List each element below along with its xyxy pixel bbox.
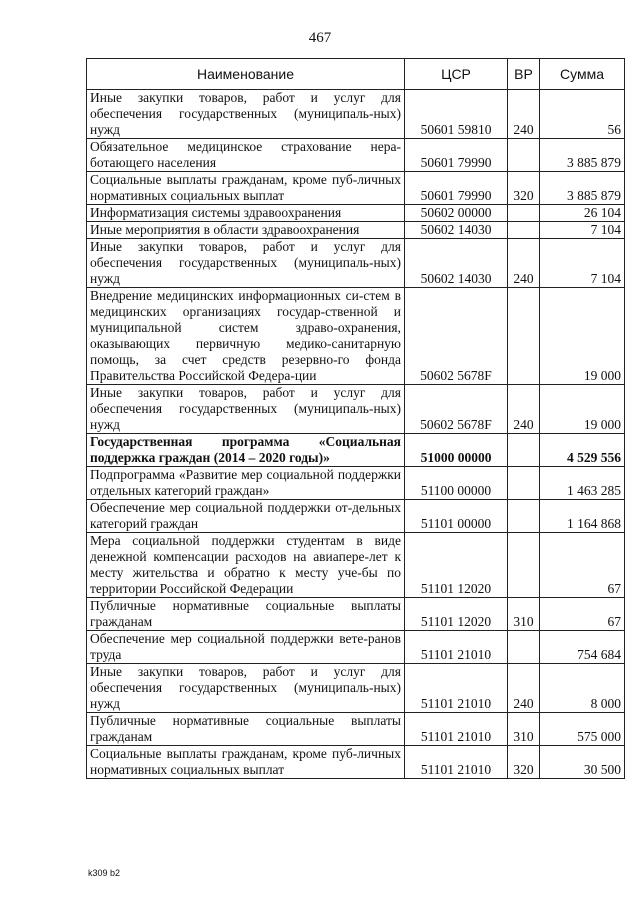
row-name: Иные мероприятия в области здравоохранения	[87, 222, 405, 239]
header-csr: ЦСР	[405, 59, 508, 90]
row-name: Внедрение медицинских информационных си-стем в медицинских организациях государ-ственной и муниципальной систем здраво-охранения, оказывающих первичную медико-санитарную помощь, за счет средств резервно-го фонда Правительства Российской Федера-ции	[87, 288, 405, 385]
header-vr: ВР	[508, 59, 540, 90]
table-row	[87, 713, 625, 746]
row-vr: 320	[508, 746, 540, 779]
row-vr	[508, 139, 540, 172]
row-csr: 50602 14030	[405, 239, 508, 288]
row-csr: 50601 79990	[405, 172, 508, 205]
row-vr: 240	[508, 239, 540, 288]
table-row	[87, 434, 625, 467]
row-csr: 50602 5678F	[405, 288, 508, 385]
row-vr: 240	[508, 385, 540, 434]
row-name: Обеспечение мер социальной поддержки от-дельных категорий граждан	[87, 500, 405, 533]
row-name: Подпрограмма «Развитие мер социальной поддержки отдельных категорий граждан»	[87, 467, 405, 500]
table-row	[87, 288, 625, 385]
budget-table	[86, 58, 625, 779]
row-name: Обеспечение мер социальной поддержки вете-ранов труда	[87, 631, 405, 664]
row-vr	[508, 205, 540, 222]
table-row	[87, 139, 625, 172]
row-sum: 67	[540, 598, 625, 631]
row-sum: 1 164 868	[540, 500, 625, 533]
table-row	[87, 664, 625, 713]
row-sum: 7 104	[540, 222, 625, 239]
row-name: Информатизация системы здравоохранения	[87, 205, 405, 222]
row-sum: 754 684	[540, 631, 625, 664]
row-vr	[508, 434, 540, 467]
row-vr: 310	[508, 713, 540, 746]
row-csr: 51101 21010	[405, 631, 508, 664]
row-name: Иные закупки товаров, работ и услуг для обеспечения государственных (муниципаль-ных) нужд	[87, 385, 405, 434]
row-sum: 7 104	[540, 239, 625, 288]
row-csr: 51100 00000	[405, 467, 508, 500]
row-sum: 4 529 556	[540, 434, 625, 467]
header-sum: Сумма	[540, 59, 625, 90]
row-sum: 3 885 879	[540, 139, 625, 172]
table-header-row	[87, 59, 625, 90]
table-row	[87, 205, 625, 222]
row-vr: 240	[508, 664, 540, 713]
row-csr: 50602 00000	[405, 205, 508, 222]
row-vr: 240	[508, 90, 540, 139]
table-row	[87, 385, 625, 434]
row-sum: 19 000	[540, 288, 625, 385]
row-vr	[508, 533, 540, 598]
row-name: Публичные нормативные социальные выплаты гражданам	[87, 598, 405, 631]
row-csr: 51101 00000	[405, 500, 508, 533]
row-csr: 51101 21010	[405, 746, 508, 779]
row-sum: 1 463 285	[540, 467, 625, 500]
row-csr: 51101 12020	[405, 598, 508, 631]
row-vr: 310	[508, 598, 540, 631]
table-row	[87, 631, 625, 664]
row-vr: 320	[508, 172, 540, 205]
table-row	[87, 746, 625, 779]
row-name: Социальные выплаты гражданам, кроме пуб-личных нормативных социальных выплат	[87, 746, 405, 779]
table-row	[87, 467, 625, 500]
row-name: Иные закупки товаров, работ и услуг для обеспечения государственных (муниципаль-ных) нужд	[87, 664, 405, 713]
footer-code: k309 b2	[88, 868, 121, 878]
row-sum: 56	[540, 90, 625, 139]
table-row	[87, 500, 625, 533]
row-name: Социальные выплаты гражданам, кроме пуб-личных нормативных социальных выплат	[87, 172, 405, 205]
row-name: Иные закупки товаров, работ и услуг для обеспечения государственных (муниципаль-ных) нужд	[87, 239, 405, 288]
row-name: Публичные нормативные социальные выплаты гражданам	[87, 713, 405, 746]
row-csr: 50601 79990	[405, 139, 508, 172]
row-sum: 30 500	[540, 746, 625, 779]
row-sum: 575 000	[540, 713, 625, 746]
row-name: Мера социальной поддержки студентам в виде денежной компенсации расходов на авиапере-лет к месту жительства и обратно к месту уче-бы по территории Российской Федерации	[87, 533, 405, 598]
row-sum: 3 885 879	[540, 172, 625, 205]
row-csr: 51101 21010	[405, 713, 508, 746]
row-csr: 50602 5678F	[405, 385, 508, 434]
table-row	[87, 172, 625, 205]
row-vr	[508, 631, 540, 664]
table-row	[87, 239, 625, 288]
row-vr	[508, 288, 540, 385]
row-name: Государственная программа «Социальная поддержка граждан (2014 – 2020 годы)»	[87, 434, 405, 467]
row-sum: 8 000	[540, 664, 625, 713]
table-row	[87, 533, 625, 598]
page-number: 467	[308, 30, 332, 46]
row-name: Иные закупки товаров, работ и услуг для обеспечения государственных (муниципаль-ных) нужд	[87, 90, 405, 139]
row-name: Обязательное медицинское страхование нера-ботающего населения	[87, 139, 405, 172]
row-sum: 67	[540, 533, 625, 598]
row-csr: 51000 00000	[405, 434, 508, 467]
row-csr: 50601 59810	[405, 90, 508, 139]
row-vr	[508, 467, 540, 500]
row-vr	[508, 500, 540, 533]
row-csr: 51101 21010	[405, 664, 508, 713]
table-row	[87, 598, 625, 631]
table-row	[87, 90, 625, 139]
row-sum: 26 104	[540, 205, 625, 222]
header-name: Наименование	[87, 59, 405, 90]
row-csr: 51101 12020	[405, 533, 508, 598]
row-sum: 19 000	[540, 385, 625, 434]
row-csr: 50602 14030	[405, 222, 508, 239]
table-row	[87, 222, 625, 239]
row-vr	[508, 222, 540, 239]
